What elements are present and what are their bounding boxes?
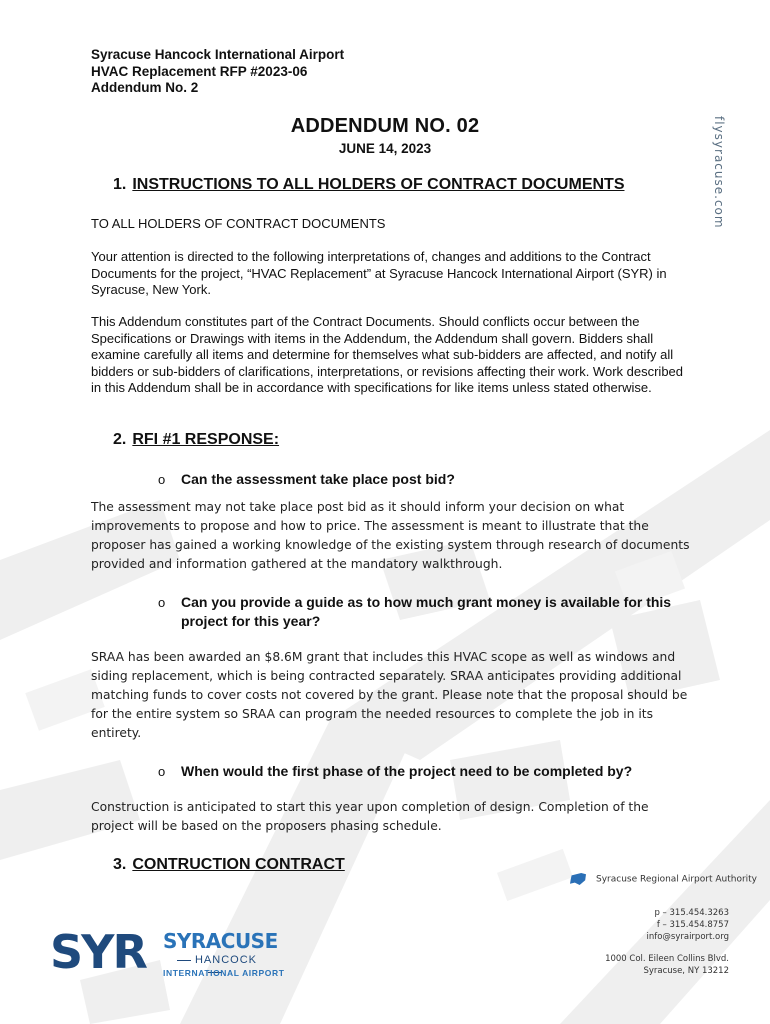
bullet-marker: o (158, 764, 166, 779)
header-airport-name: Syracuse Hancock International Airport (91, 47, 345, 62)
section-3-number: 3. (113, 856, 127, 873)
website-side-text: flysyracuse.com (712, 116, 726, 229)
section-3-heading (113, 856, 345, 874)
section-1-paragraph-3: This Addendum constitutes part of the Contract Documents. Should conflicts occur between the Specifications or Drawings with items in the Addendum, the Addendum shall govern. Bidders shall examine carefully all items and determine for themselves what sub-bidders are affected, and notify all bidders or sub-bidders of clarifications, interpretations, or revisions affecting their work. Work described in this Addendum shall be in accordance with specifications for like items unless stated otherwise. (91, 314, 684, 395)
logo-syracuse-text: SYRACUSE (163, 929, 278, 953)
address-line-1: 1000 Col. Eileen Collins Blvd. (605, 954, 729, 964)
section-2-number: 2. (113, 431, 127, 448)
phone-number: p – 315.454.3263 (654, 908, 729, 918)
question-text: Can you provide a guide as to how much grant money is available for this project for this year? (181, 594, 672, 629)
authority-name (570, 873, 757, 885)
airport-logo (50, 925, 285, 985)
address-line-2: Syracuse, NY 13212 (643, 966, 729, 976)
question-text: Can the assessment take place post bid? (181, 471, 455, 487)
email-address: info@syrairport.org (646, 932, 729, 942)
document-date: JUNE 14, 2023 (338, 141, 432, 156)
section-1-title: INSTRUCTIONS TO ALL HOLDERS OF CONTRACT DOCUMENTS (132, 176, 625, 193)
fax-number: f – 315.454.8757 (656, 920, 729, 930)
document-header (91, 47, 344, 97)
bullet-marker: o (158, 472, 166, 487)
title-text: ADDENDUM NO. 02 (290, 115, 480, 137)
bullet-marker: o (158, 595, 166, 610)
logo-hancock-text: HANCOCK (163, 954, 267, 978)
header-rfp-number: HVAC Replacement RFP #2023-06 (91, 63, 308, 79)
rfi-answer-1: The assessment may not take place post bid as it should inform your decision on what improvements to propose and how to price. The assessment is meant to illustrate that the proposer has gained a working knowledge of the existing system through research of documents provided and information gathered at the mandatory walkthrough. (91, 500, 690, 571)
section-2-title: RFI #1 RESPONSE: (132, 431, 280, 448)
document-title (0, 115, 770, 138)
section-2-heading (113, 431, 279, 449)
section-1-paragraph-2: Your attention is directed to the following interpretations of, changes and additions to the Contract Documents for the project, “HVAC Replacement” at Syracuse Hancock International Airport (SYR) in Syracuse, New York. (91, 249, 667, 297)
authority-label: Syracuse Regional Airport Authority (596, 874, 758, 885)
rfi-answer-2: SRAA has been awarded an $8.6M grant that includes this HVAC scope as well as windows and siding replacement, which is being contracted separately. SRAA anticipates providing additional matching funds to cover costs not covered by the grant. Please note that the proposal should be for the entire system so SRAA can program the needed resources to complete the job in its entirety. (91, 650, 688, 740)
rfi-answer-3: Construction is anticipated to start this year upon completion of design. Completion of the project will be based on the proposers phasing schedule. (91, 800, 649, 833)
logo-international-airport-text: INTERNATIONAL AIRPORT (163, 968, 285, 978)
question-text: When would the first phase of the project need to be completed by? (181, 763, 633, 779)
header-addendum-number: Addendum No. 2 (91, 80, 199, 95)
section-1-heading (113, 176, 624, 194)
new-york-state-icon (570, 873, 586, 885)
section-1-paragraph-1: TO ALL HOLDERS OF CONTRACT DOCUMENTS (91, 216, 386, 231)
section-1-number: 1. (113, 176, 127, 193)
contact-info (646, 907, 729, 943)
syr-logo-mark: SYR (50, 925, 146, 979)
mailing-address (605, 953, 729, 977)
section-3-title: CONTRUCTION CONTRACT (132, 856, 345, 873)
